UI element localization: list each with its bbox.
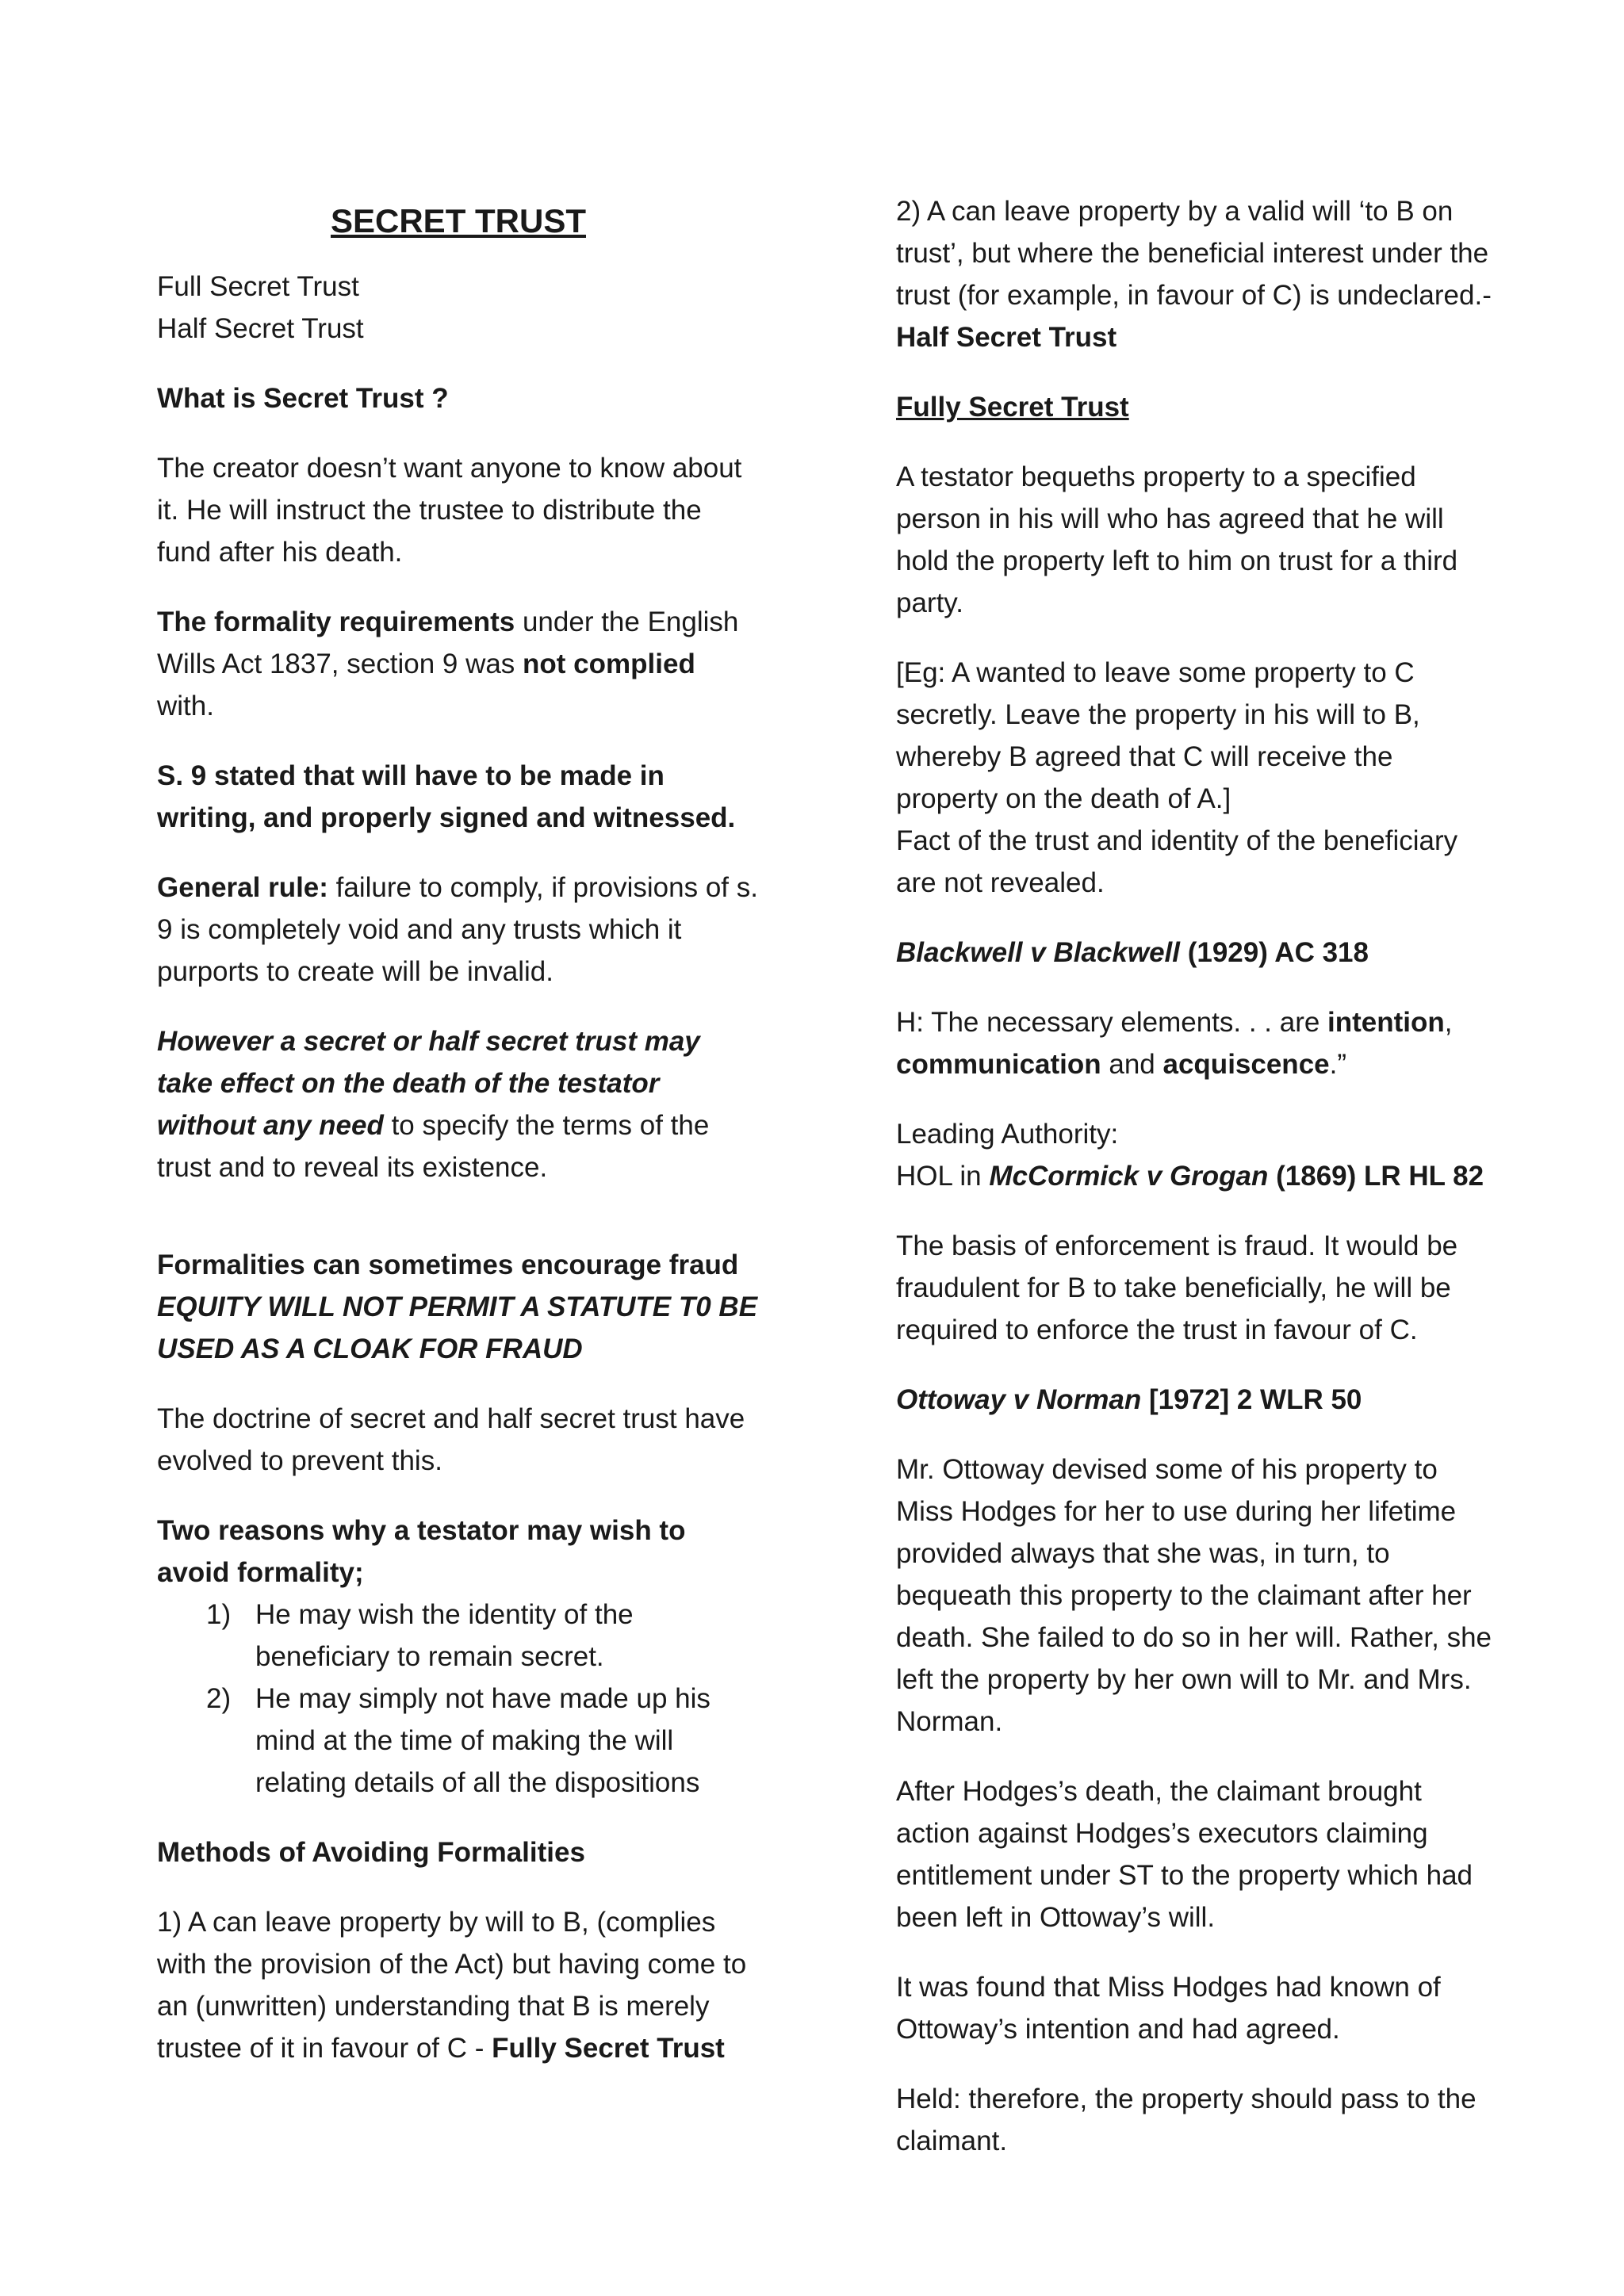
trust-types bbox=[157, 266, 760, 350]
s9-paragraph: S. 9 stated that will have to be made in writing, and properly signed and witnessed. bbox=[157, 760, 736, 833]
blackwell-case: Blackwell v Blackwell bbox=[896, 937, 1180, 968]
formality-text-2: with. bbox=[157, 691, 214, 721]
formality-bold: The formality requirements bbox=[157, 607, 515, 637]
leading-label: Leading Authority: bbox=[896, 1119, 1119, 1150]
found-paragraph: It was found that Miss Hodges had known of Ottoway’s intention and had agreed. bbox=[896, 1972, 1441, 2045]
method-1 bbox=[157, 1901, 760, 2069]
type-full: Full Secret Trust bbox=[157, 271, 359, 302]
methods-heading: Methods of Avoiding Formalities bbox=[157, 1837, 585, 1868]
method-2-text: 2) A can leave property by a valid will ‘to B on trust’, but where the beneficial interest under the trust (for example, in favour of C) is undeclared.- bbox=[896, 196, 1492, 311]
method-1-bold: Fully Secret Trust bbox=[492, 2033, 725, 2064]
however-paragraph bbox=[157, 1020, 760, 1188]
formality-paragraph bbox=[157, 601, 760, 727]
held-1 bbox=[896, 1001, 1499, 1085]
leading-citation bbox=[896, 1155, 1499, 1197]
fully-text: A testator bequeths property to a specified person in his will who has agreed that he will hold the property left to him on trust for a third party. bbox=[896, 461, 1458, 618]
held-1-intention: intention bbox=[1327, 1007, 1445, 1038]
method-2 bbox=[896, 190, 1499, 358]
what-text: The creator doesn’t want anyone to know about it. He will instruct the trustee to distribute the fund after his death. bbox=[157, 453, 742, 568]
fully-heading: Fully Secret Trust bbox=[896, 392, 1129, 423]
what-heading: What is Secret Trust ? bbox=[157, 383, 449, 414]
mccormick-case: McCormick v Grogan bbox=[989, 1161, 1269, 1192]
fraud-heading: Formalities can sometimes encourage fraud bbox=[157, 1249, 739, 1280]
list-item bbox=[157, 1678, 760, 1804]
held-1-sep: , bbox=[1444, 1007, 1453, 1038]
left-column bbox=[157, 190, 760, 2097]
reasons-list bbox=[157, 1594, 760, 1804]
blackwell-cite: (1929) AC 318 bbox=[1179, 937, 1369, 968]
list-text: He may simply not have made up his mind at the time of making the will relating details of all the dispositions bbox=[255, 1683, 710, 1798]
type-half: Half Secret Trust bbox=[157, 313, 364, 344]
fact-text: Fact of the trust and identity of the beneficiary are not revealed. bbox=[896, 825, 1458, 898]
example-block bbox=[896, 652, 1499, 904]
doctrine-paragraph: The doctrine of secret and half secret trust have evolved to prevent this. bbox=[157, 1403, 745, 1476]
general-rule-label: General rule: bbox=[157, 872, 328, 903]
ottoway-citation bbox=[896, 1379, 1499, 1421]
general-rule-text: failure to comply, if provisions of s. 9 is completely void and any trusts which it purports to create will be invalid. bbox=[157, 872, 758, 987]
held-1-end: .” bbox=[1329, 1049, 1347, 1080]
formality-bold-2: not complied bbox=[523, 649, 695, 679]
list-text: He may wish the identity of the beneficiary to remain secret. bbox=[255, 1599, 634, 1672]
held-1-communication: communication bbox=[896, 1049, 1101, 1080]
example-text: [Eg: A wanted to leave some property to C secretly. Leave the property in his will to B, whereby B agreed that C will receive the property on the death of A.] bbox=[896, 657, 1420, 814]
ottoway-facts: Mr. Ottoway devised some of his property to Miss Hodges for her to use during her lifetime provided always that she was, in turn, to bequeath this property to the claimant after her death. She failed to do so in her will. Rather, she left the property by her own will to Mr. and Mrs. Norman. bbox=[896, 1454, 1492, 1737]
held-2: Held: therefore, the property should pass to the claimant. bbox=[896, 2084, 1477, 2156]
formality-text: under the English Wills Act 1837, section 9 was bbox=[157, 607, 739, 679]
mccormick-cite: (1869) LR HL 82 bbox=[1268, 1161, 1484, 1192]
held-1-and: and bbox=[1101, 1049, 1163, 1080]
held-1-text: H: The necessary elements. . . are bbox=[896, 1007, 1328, 1038]
page-title: SECRET TRUST bbox=[330, 202, 586, 239]
basis-paragraph: The basis of enforcement is fraud. It would be fraudulent for B to take beneficially, he will be required to enforce the trust in favour of C. bbox=[896, 1230, 1458, 1345]
blackwell-citation bbox=[896, 932, 1499, 974]
ottoway-cite: [1972] 2 WLR 50 bbox=[1141, 1384, 1362, 1415]
method-2-bold: Half Secret Trust bbox=[896, 322, 1117, 353]
right-column bbox=[896, 190, 1499, 2190]
however-text: to specify the terms of the trust and to reveal its existence. bbox=[157, 1110, 710, 1183]
held-1-acquiscence: acquiscence bbox=[1162, 1049, 1330, 1080]
list-number: 1) bbox=[206, 1599, 232, 1630]
leading-prefix: HOL in bbox=[896, 1161, 990, 1192]
list-number: 2) bbox=[206, 1683, 232, 1714]
however-bold: However a secret or half secret trust may take effect on the death of the testator without any need bbox=[157, 1026, 700, 1141]
fraud-block bbox=[157, 1244, 760, 1370]
after-paragraph: After Hodges’s death, the claimant brought action against Hodges’s executors claiming entitlement under ST to the property which had been left in Ottoway’s will. bbox=[896, 1776, 1473, 1933]
method-1-text: 1) A can leave property by will to B, (complies with the provision of the Act) but having come to an (unwritten) understanding that B is merely trustee of it in favour of C - bbox=[157, 1907, 747, 2064]
general-rule bbox=[157, 867, 760, 993]
list-item bbox=[157, 1594, 760, 1678]
fraud-maxim: EQUITY WILL NOT PERMIT A STATUTE T0 BE USED AS A CLOAK FOR FRAUD bbox=[157, 1292, 758, 1364]
reasons-heading: Two reasons why a testator may wish to avoid formality; bbox=[157, 1515, 686, 1588]
ottoway-case: Ottoway v Norman bbox=[896, 1384, 1142, 1415]
leading-authority bbox=[896, 1113, 1499, 1197]
